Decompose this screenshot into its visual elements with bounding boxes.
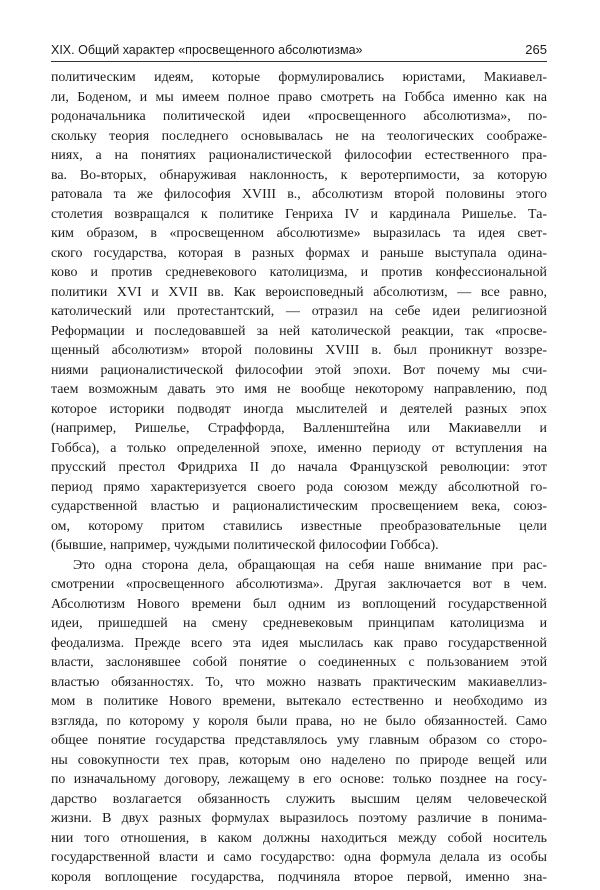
text-line: по изначальному договору, лежащему в его основе: только позднее на госу- bbox=[51, 772, 547, 787]
text-line: нии того отношения, в каком должны находиться между собой носитель bbox=[51, 830, 547, 846]
text-line: ниях, а на понятиях рационалистической философии естественного пра- bbox=[51, 148, 547, 163]
text-line: щенный абсолютизм» второй половины XVIII в. был проникнут воззре- bbox=[51, 343, 547, 358]
text-line: период прямо характеризуется своего рода союзом между абсолютной го- bbox=[51, 479, 547, 495]
text-line: властью обязанностях. То, что можно назвать практическим макиавеллиз- bbox=[51, 674, 547, 690]
text-line: жизни. В двух разных формулах выразилось поэтому различие в понима- bbox=[51, 811, 547, 826]
text-line: Это одна сторона дела, обращающая на себя наше внимание при рас- bbox=[73, 557, 547, 573]
text-line: феодализма. Прежде всего эта идея мыслилась как право государственной bbox=[51, 635, 547, 651]
text-line: родоначальника политической идеи «просвещенного абсолютизма», по- bbox=[51, 109, 547, 124]
text-line: столетия возвращался к политике Генриха IV и кардинала Ришелье. Та- bbox=[51, 206, 547, 222]
text-line: ратовала та же философия XVIII в., абсолютизм второй половины этого bbox=[51, 187, 547, 202]
text-line: дарство возлагается обязанность служить высшим целям человеческой bbox=[51, 791, 547, 807]
text-line: ково и против средневекового католицизма, и против конфессиональной bbox=[51, 265, 547, 280]
text-line: идеи, пришедшей на смену средневековым принципам католицизма и bbox=[51, 616, 547, 631]
text-line: Гоббса), а только определенной эпохе, именно периоду от вступления на bbox=[51, 440, 547, 456]
text-line: ны совокупности тех прав, которым оно наделено по природе вещей или bbox=[51, 752, 547, 768]
text-line: ва. Во-вторых, обнаруживая наклонность, к веротерпимости, за которую bbox=[51, 167, 547, 183]
text-line: ниями рационалистической философии этой эпохи. Вот почему мы счи- bbox=[51, 362, 547, 378]
text-line: власти, заслонявшее собой понятие о соединенных с пользованием этой bbox=[51, 655, 547, 670]
text-line: ким образом, в «просвещенном абсолютизме» выразилась та идея свет- bbox=[51, 226, 547, 241]
text-line: (бывшие, например, чуждыми политической философии Гоббса). bbox=[51, 538, 439, 553]
paragraph bbox=[51, 556, 547, 888]
text-line: ского государства, которая в разных формах и раньше выступала одина- bbox=[51, 245, 547, 261]
page-number: 265 bbox=[525, 42, 547, 57]
text-line: (например, Ришелье, Страффорда, Валленштейна или Макиавелли и bbox=[51, 421, 547, 436]
running-head bbox=[51, 42, 547, 62]
text-line: мом в политике Нового времени, вытекало естественно и необходимо из bbox=[51, 694, 547, 709]
text-line: Абсолютизм Нового времени был одним из воплощений государственной bbox=[51, 596, 547, 612]
text-line: короля воплощение государства, подчиняла второе первой, именно зна- bbox=[51, 869, 547, 885]
book-page bbox=[51, 42, 547, 887]
text-line: таем возможным давать это имя не вообще некоторому направлению, под bbox=[51, 382, 547, 397]
text-line: католический или протестантский, — отразил на себе идеи религиозной bbox=[51, 304, 547, 319]
paragraph bbox=[51, 68, 547, 556]
chapter-title: XIX. Общий характер «просвещенного абсолютизма» bbox=[51, 43, 363, 57]
text-line: смотрении «просвещенного абсолютизма». Другая заключается вот в чем. bbox=[51, 577, 547, 592]
text-line: государственной власти и само государство: одна формула делала из особы bbox=[51, 850, 547, 865]
text-line: прусский престол Фридриха II до начала Французской революции: этот bbox=[51, 460, 547, 475]
text-line: сударственной властью и рационалистическим просвещением века, союз- bbox=[51, 499, 547, 514]
text-line: политическим идеям, которые формулировались юристами, Макиавел- bbox=[51, 70, 547, 85]
text-line: взгляда, по которому у короля были права, но не было обязанностей. Само bbox=[51, 713, 547, 729]
text-line: ли, Боденом, и мы имеем полное право смотреть на Гоббса именно как на bbox=[51, 89, 547, 105]
text-line: скольку теория последнего основывалась не на теологических соображе- bbox=[51, 128, 547, 144]
text-line: ом, которому притом ставились известные преобразовательные цели bbox=[51, 518, 547, 534]
text-line: политики XVI и XVII вв. Как вероисповедный абсолютизм, — все равно, bbox=[51, 284, 547, 300]
body-text bbox=[51, 68, 547, 887]
text-line: общее понятие государства представлялось уму главным образом со сторо- bbox=[51, 733, 547, 748]
text-line: которое историки подводят иногда мыслителей и деятелей разных эпох bbox=[51, 401, 547, 417]
text-line: Реформации и последовавшей за ней католической реакции, так «просве- bbox=[51, 323, 547, 339]
